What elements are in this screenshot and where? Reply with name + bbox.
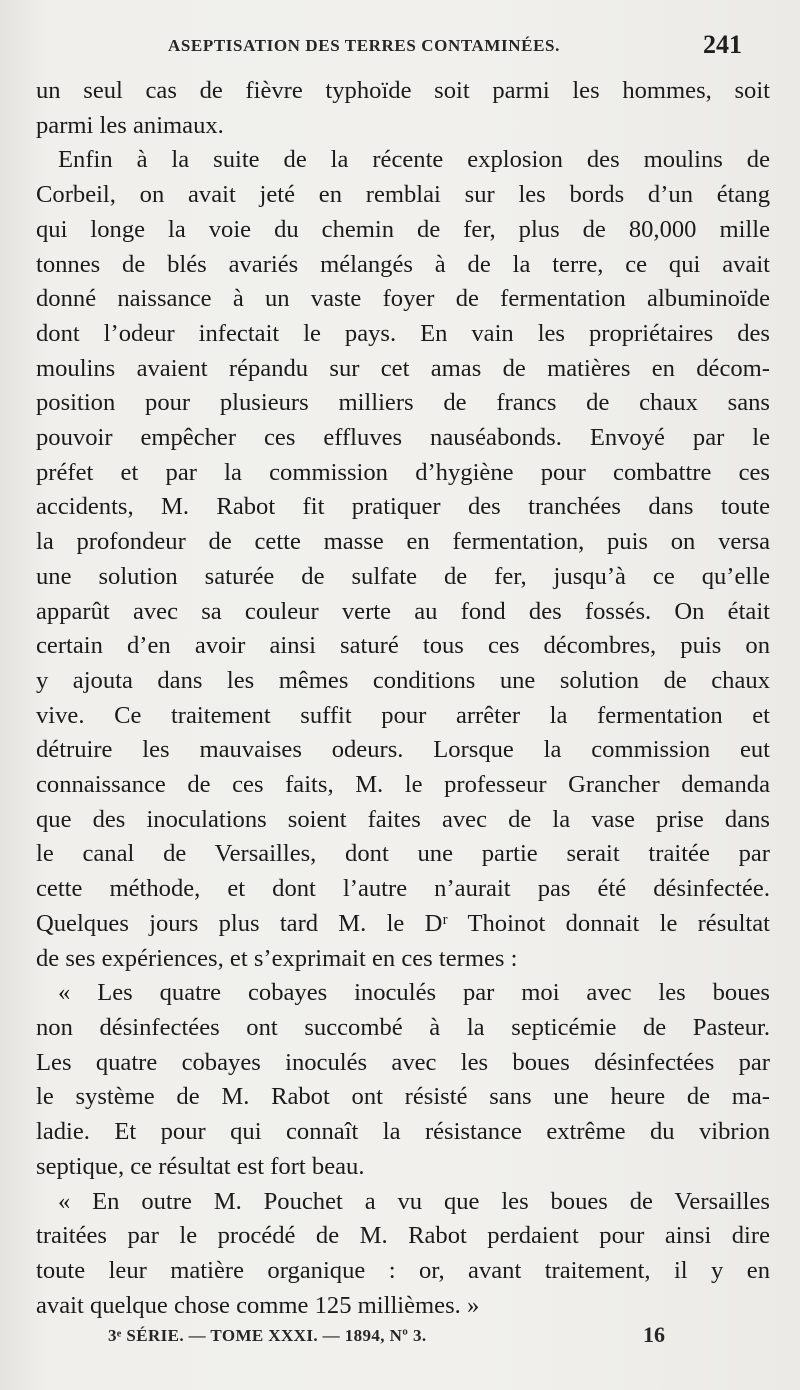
text-line: tonnes de blés avariés mélangés à de la terre, ce qui avait bbox=[36, 250, 770, 278]
text-line: un seul cas de fièvre typhoïde soit parmi les hommes, soit bbox=[36, 77, 770, 104]
running-title: ASEPTISATION DES TERRES CONTAMINÉES. bbox=[168, 36, 560, 55]
sheet-number: 16 bbox=[643, 1322, 665, 1347]
quote-line: le système de M. Rabot ont résisté sans une heure de ma- bbox=[36, 1083, 770, 1111]
text-line: apparût avec sa couleur verte au fond des fossés. On était bbox=[36, 597, 770, 625]
quote-line: « Les quatre cobayes inoculés par moi avec les boues bbox=[58, 979, 770, 1007]
text-line: vive. Ce traitement suffit pour arrêter la fermentation et bbox=[36, 701, 770, 729]
page-header bbox=[0, 30, 800, 70]
text-line: donné naissance à un vaste foyer de fermentation albuminoïde bbox=[36, 285, 770, 313]
series-signature: 3ᵉ SÉRIE. — TOME XXXI. — 1894, Nº 3. bbox=[108, 1326, 427, 1345]
text-line: Corbeil, on avait jeté en remblai sur les bords d’un étang bbox=[36, 181, 770, 209]
text-line: y ajouta dans les mêmes conditions une solution de chaux bbox=[36, 666, 770, 694]
quote-line: traitées par le procédé de M. Rabot perdaient pour ainsi dire bbox=[36, 1222, 770, 1250]
text-line: Enfin à la suite de la récente explosion des moulins de bbox=[58, 146, 770, 174]
quote-line: avait quelque chose comme 125 millièmes. » bbox=[36, 1291, 480, 1319]
text-line: dont l’odeur infectait le pays. En vain les propriétaires des bbox=[36, 319, 770, 347]
quote-line: septique, ce résultat est fort beau. bbox=[36, 1152, 365, 1180]
text-line: que des inoculations soient faites avec de la vase prise dans bbox=[36, 805, 770, 833]
text-line: parmi les animaux. bbox=[36, 111, 224, 139]
quote-line: toute leur matière organique : or, avant traitement, il y en bbox=[36, 1256, 770, 1284]
text-line: cette méthode, et dont l’autre n’aurait pas été désinfectée. bbox=[36, 875, 770, 903]
text-line: détruire les mauvaises odeurs. Lorsque la commission eut bbox=[36, 736, 770, 764]
text-line: la profondeur de cette masse en fermentation, puis on versa bbox=[36, 528, 770, 556]
quote-line: « En outre M. Pouchet a vu que les boues de Versailles bbox=[58, 1187, 770, 1215]
text-line: moulins avaient répandu sur cet amas de matières en décom- bbox=[36, 354, 770, 382]
text-line: certain d’en avoir ainsi saturé tous ces décombres, puis on bbox=[36, 632, 770, 660]
text-line: connaissance de ces faits, M. le professeur Grancher demanda bbox=[36, 771, 770, 799]
quote-line: ladie. Et pour qui connaît la résistance extrême du vibrion bbox=[36, 1118, 770, 1146]
text-line: accidents, M. Rabot fit pratiquer des tranchées dans toute bbox=[36, 493, 770, 521]
text-line: le canal de Versailles, dont une partie serait traitée par bbox=[36, 840, 770, 868]
text-line: de ses expériences, et s’exprimait en ces termes : bbox=[36, 944, 518, 972]
text-line: Quelques jours plus tard M. le Dʳ Thoinot donnait le résultat bbox=[36, 909, 770, 937]
page-number: 241 bbox=[703, 30, 742, 59]
quote-line: Les quatre cobayes inoculés avec les boues désinfectées par bbox=[36, 1048, 770, 1076]
text-line: une solution saturée de sulfate de fer, jusqu’à ce qu’elle bbox=[36, 562, 770, 590]
quote-line: non désinfectées ont succombé à la septicémie de Pasteur. bbox=[36, 1013, 770, 1041]
text-line: préfet et par la commission d’hygiène pour combattre ces bbox=[36, 458, 770, 486]
page-footer bbox=[0, 1322, 800, 1362]
body-text bbox=[36, 74, 770, 1323]
text-line: pouvoir empêcher ces effluves nauséabonds. Envoyé par le bbox=[36, 424, 770, 452]
text-line: qui longe la voie du chemin de fer, plus de 80,000 mille bbox=[36, 215, 770, 243]
text-line: position pour plusieurs milliers de francs de chaux sans bbox=[36, 389, 770, 417]
